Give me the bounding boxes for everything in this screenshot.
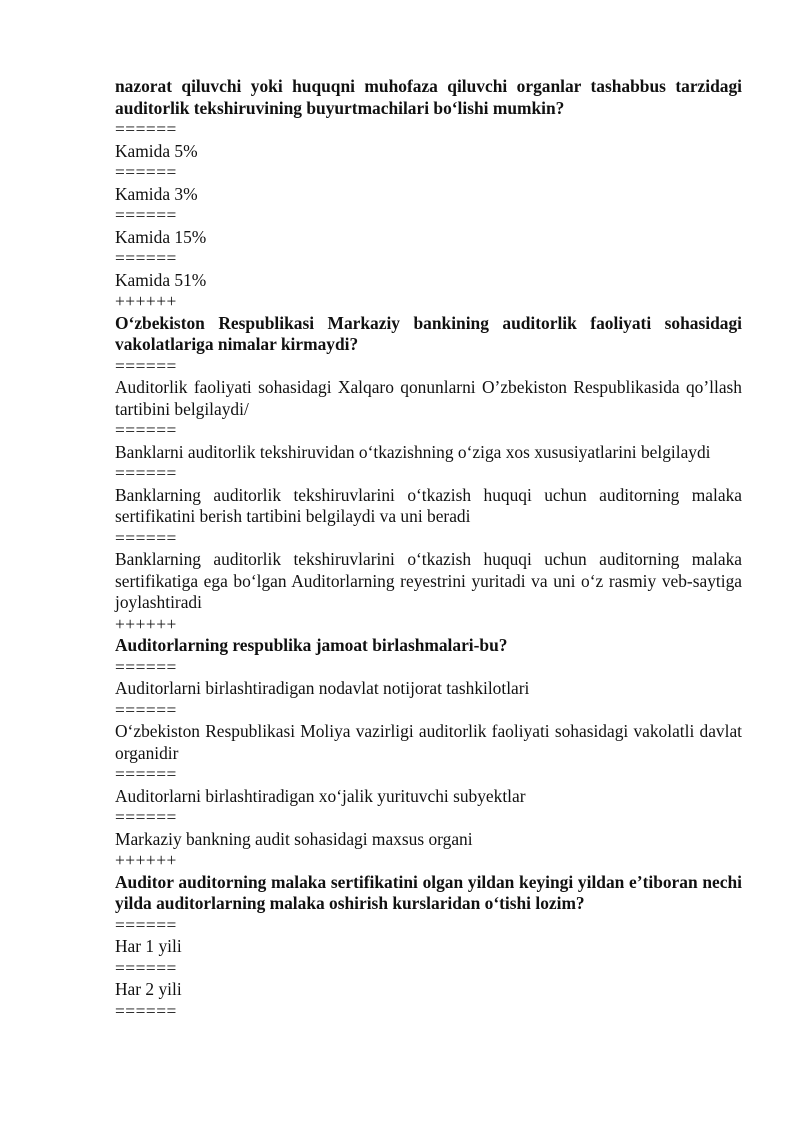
separator: ====== [115, 205, 177, 225]
separator: ====== [115, 248, 177, 268]
answer-option: Kamida 5% [115, 140, 198, 161]
question-text: O‘zbekiston Respublikasi Markaziy bankining auditorlik faoliyati sohasidagi vakolatlariga nimalar kirmaydi? [115, 312, 742, 354]
question-text: nazorat qiluvchi yoki huquqni muhofaza qiluvchi organlar tashabbus tarzidagi auditorlik tekshiruvining buyurtmachilari bo‘lishi mumkin? [115, 76, 742, 118]
separator: ====== [115, 957, 177, 978]
separator: ====== [115, 914, 177, 935]
separator: ====== [115, 1000, 177, 1021]
separator: ====== [115, 355, 177, 376]
question-text: Auditor auditorning malaka sertifikatini olgan yildan keyingi yildan e’tiboran nechi yilda auditorlarning malaka oshirish kurslaridan o‘tishi lozim? [115, 871, 742, 913]
answer-option: Auditorlik faoliyati sohasidagi Xalqaro qonunlarni O’zbekiston Respublikasida qo’llash tartibini belgilaydi/ [115, 377, 742, 419]
question-separator: ++++++ [115, 613, 177, 634]
answer-option: Kamida 15% [115, 226, 207, 247]
question-separator: ++++++ [115, 850, 177, 870]
separator: ====== [115, 420, 177, 440]
separator: ====== [115, 656, 177, 677]
separator: ====== [115, 764, 177, 784]
separator: ====== [115, 527, 177, 548]
answer-option: Banklarning auditorlik tekshiruvlarini o‘tkazish huquqi uchun auditorning malaka sertifikatiga ega bo‘lgan Auditorlarning reyestrini yuritadi va uni o‘z rasmiy veb-saytiga joylashtiradi [115, 549, 742, 612]
answer-option: Har 2 yili [115, 979, 182, 999]
answer-option: Kamida 3% [115, 183, 198, 204]
answer-option: Auditorlarni birlashtiradigan nodavlat notijorat tashkilotlari [115, 678, 530, 698]
question-text: Auditorlarning respublika jamoat birlashmalari-bu? [115, 635, 508, 655]
answer-option: Har 1 yili [115, 936, 182, 956]
answer-option: Banklarning auditorlik tekshiruvlarini o‘tkazish huquqi uchun auditorning malaka sertifikatini berish tartibini belgilaydi va uni beradi [115, 484, 742, 526]
answer-option: O‘zbekiston Respublikasi Moliya vazirligi auditorlik faoliyati sohasidagi vakolatli davlat organidir [115, 721, 742, 763]
separator: ====== [115, 699, 177, 720]
answer-option: Kamida 51% [115, 269, 207, 290]
document-page [115, 76, 742, 1022]
separator: ====== [115, 463, 177, 483]
answer-option: Banklarni auditorlik tekshiruvidan o‘tkazishning o‘ziga xos xususiyatlarini belgilaydi [115, 441, 711, 462]
answer-option: Auditorlarni birlashtiradigan xo‘jalik yurituvchi subyektlar [115, 785, 526, 806]
separator: ====== [115, 807, 177, 827]
answer-option: Markaziy bankning audit sohasidagi maxsus organi [115, 828, 473, 849]
separator: ====== [115, 162, 177, 182]
question-separator: ++++++ [115, 291, 177, 311]
separator: ====== [115, 119, 177, 139]
